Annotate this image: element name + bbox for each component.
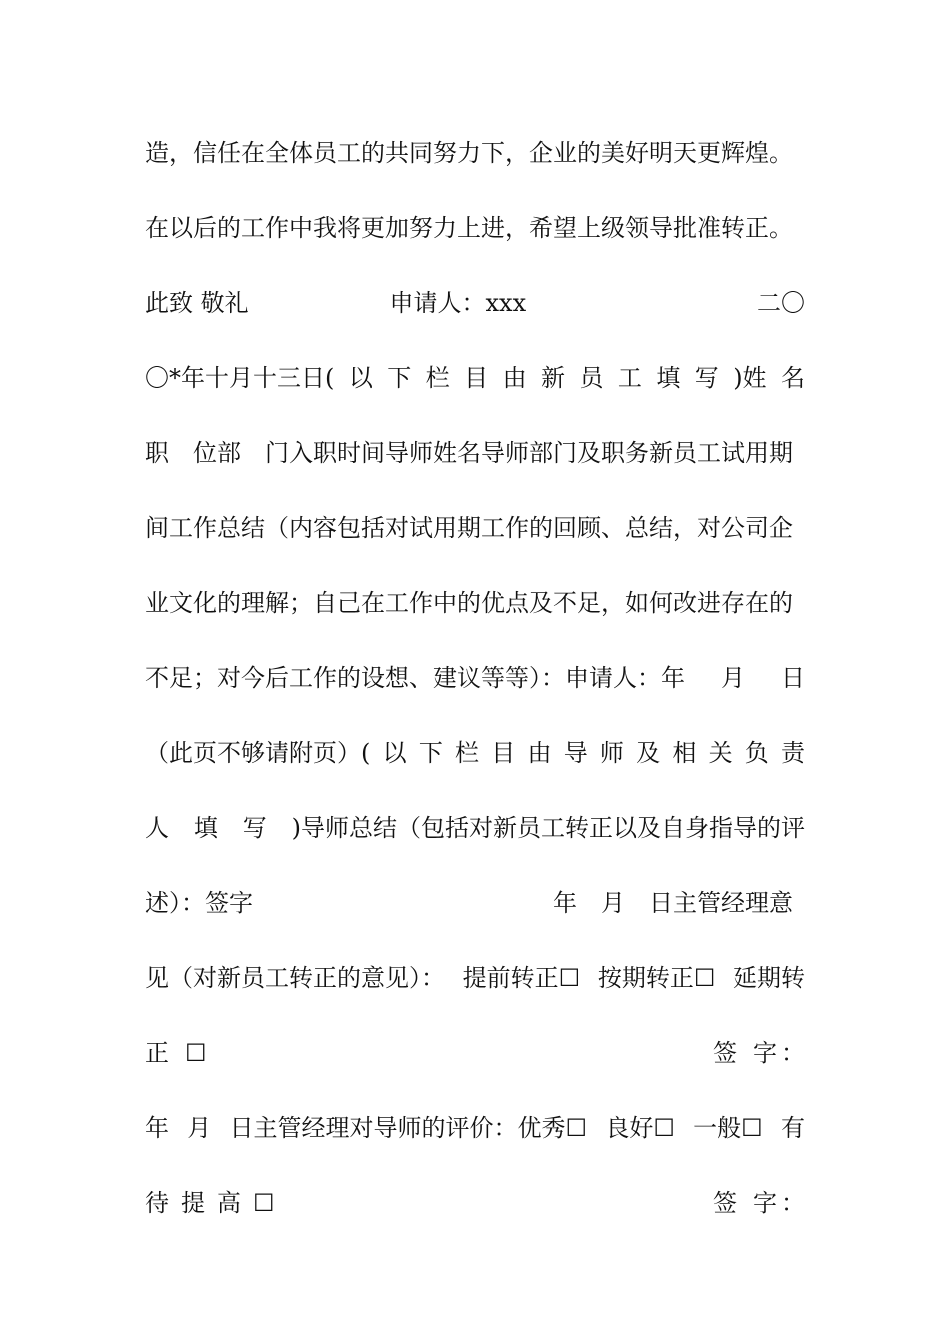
- text-line-1: [145, 132, 805, 207]
- closing-salutation: 此致 敬礼: [145, 289, 249, 317]
- line-segment: 正: [145, 1039, 169, 1067]
- signature-label-char: 签: [713, 1189, 737, 1217]
- line-text: 业文化的理解；自己在工作中的优点及不足，如何改进存在的: [145, 589, 793, 617]
- line-segment: 负: [744, 739, 769, 767]
- line-segment: 见（对新员工转正的意见）：: [145, 964, 445, 992]
- line-segment: 栏: [455, 739, 480, 767]
- line-segment: 下: [387, 364, 412, 392]
- text-line-9: [145, 732, 805, 807]
- line-segment: 月: [721, 664, 745, 692]
- text-line-14: [145, 1107, 805, 1182]
- line-segment: 关: [708, 739, 733, 767]
- option-scheduled-regularization: 按期转正☐: [597, 964, 716, 992]
- line-segment: 填: [193, 814, 218, 842]
- line-segment: 目: [491, 739, 516, 767]
- line-segment: )姓: [733, 364, 767, 392]
- line-segment: 工: [617, 364, 642, 392]
- line-segment: 以: [348, 364, 373, 392]
- text-line-4: [145, 357, 805, 432]
- option-average: 一般☐: [693, 1114, 763, 1142]
- line-segment: 由: [502, 364, 527, 392]
- line-segment: 栏: [425, 364, 450, 392]
- text-line-12: [145, 957, 805, 1032]
- signature-label-char: 签: [713, 1039, 737, 1067]
- text-line-7: [145, 582, 805, 657]
- line-segment: 〇*年十月十三日(: [145, 364, 335, 392]
- line-segment: 日主管经理对导师的评价：优秀☐: [229, 1114, 588, 1142]
- line-segment: 目: [464, 364, 489, 392]
- line-segment: 导: [563, 739, 588, 767]
- date-start: 二〇: [757, 289, 805, 317]
- line-text: 间工作总结（内容包括对试用期工作的回顾、总结，对公司企: [145, 514, 793, 542]
- text-line-10: [145, 807, 805, 882]
- text-line-13: [145, 1032, 805, 1107]
- line-segment: )导师总结（包括对新员工转正以及自身指导的评: [291, 814, 805, 842]
- line-segment: 年: [145, 1114, 169, 1142]
- line-segment: 有: [780, 1114, 805, 1142]
- line-segment: 写: [242, 814, 267, 842]
- line-segment: 下: [418, 739, 443, 767]
- line-segment: （此页不够请附页）(: [145, 739, 371, 767]
- line-segment: 新: [541, 364, 565, 392]
- line-segment: 月: [601, 889, 625, 917]
- line-segment: 日主管经理意: [649, 889, 793, 917]
- line-segment: 填: [656, 364, 681, 392]
- signature-label-char: ：: [781, 1039, 805, 1067]
- line-segment: 员: [579, 364, 604, 392]
- line-segment: 不足；对今后工作的设想、建议等等）：申请人：年: [145, 664, 685, 692]
- line-segment: 日: [781, 664, 805, 692]
- text-line-15: [145, 1182, 805, 1257]
- option-advance-regularization: 提前转正☐: [462, 964, 581, 992]
- text-line-2: [145, 207, 805, 282]
- line-segment: 名: [781, 364, 805, 392]
- text-line-8: [145, 657, 805, 732]
- signature-label-char: 字: [753, 1189, 777, 1217]
- checkbox-glyph: ☐: [185, 1039, 207, 1067]
- line-segment: 写: [694, 364, 719, 392]
- text-line-11: [145, 882, 805, 957]
- line-segment: 提: [181, 1189, 205, 1217]
- applicant-label: 申请人：xxx: [389, 289, 527, 317]
- line-segment: 待: [145, 1189, 169, 1217]
- line-segment: 高: [217, 1189, 241, 1217]
- text-line-6: [145, 507, 805, 582]
- line-segment: 述）：签字: [145, 889, 253, 917]
- line-segment: 月: [187, 1114, 212, 1142]
- option-good: 良好☐: [605, 1114, 675, 1142]
- line-text: 造，信任在全体员工的共同努力下，企业的美好明天更辉煌。: [145, 139, 793, 167]
- line-segment: 以: [382, 739, 407, 767]
- option-delayed-regularization: 延期转: [733, 964, 805, 992]
- checkbox-glyph: ☐: [253, 1189, 275, 1217]
- signature-label-char: ：: [781, 1189, 805, 1217]
- signature-label-char: 字: [753, 1039, 777, 1067]
- line-segment: 责: [781, 739, 805, 767]
- line-segment: 师: [599, 739, 624, 767]
- line-segment: 位部: [193, 439, 241, 467]
- line-segment: 相: [672, 739, 697, 767]
- line-segment: 人: [145, 814, 169, 842]
- line-segment: 由: [527, 739, 552, 767]
- line-segment: 职: [145, 439, 169, 467]
- line-segment: 及: [636, 739, 661, 767]
- line-segment: 门入职时间导师姓名导师部门及职务新员工试用期: [265, 439, 793, 467]
- line-segment: 年: [553, 889, 577, 917]
- document-body: [145, 132, 805, 1257]
- text-line-5: [145, 432, 805, 507]
- text-line-3: [145, 282, 805, 357]
- line-text: 在以后的工作中我将更加努力上进，希望上级领导批准转正。: [145, 214, 793, 242]
